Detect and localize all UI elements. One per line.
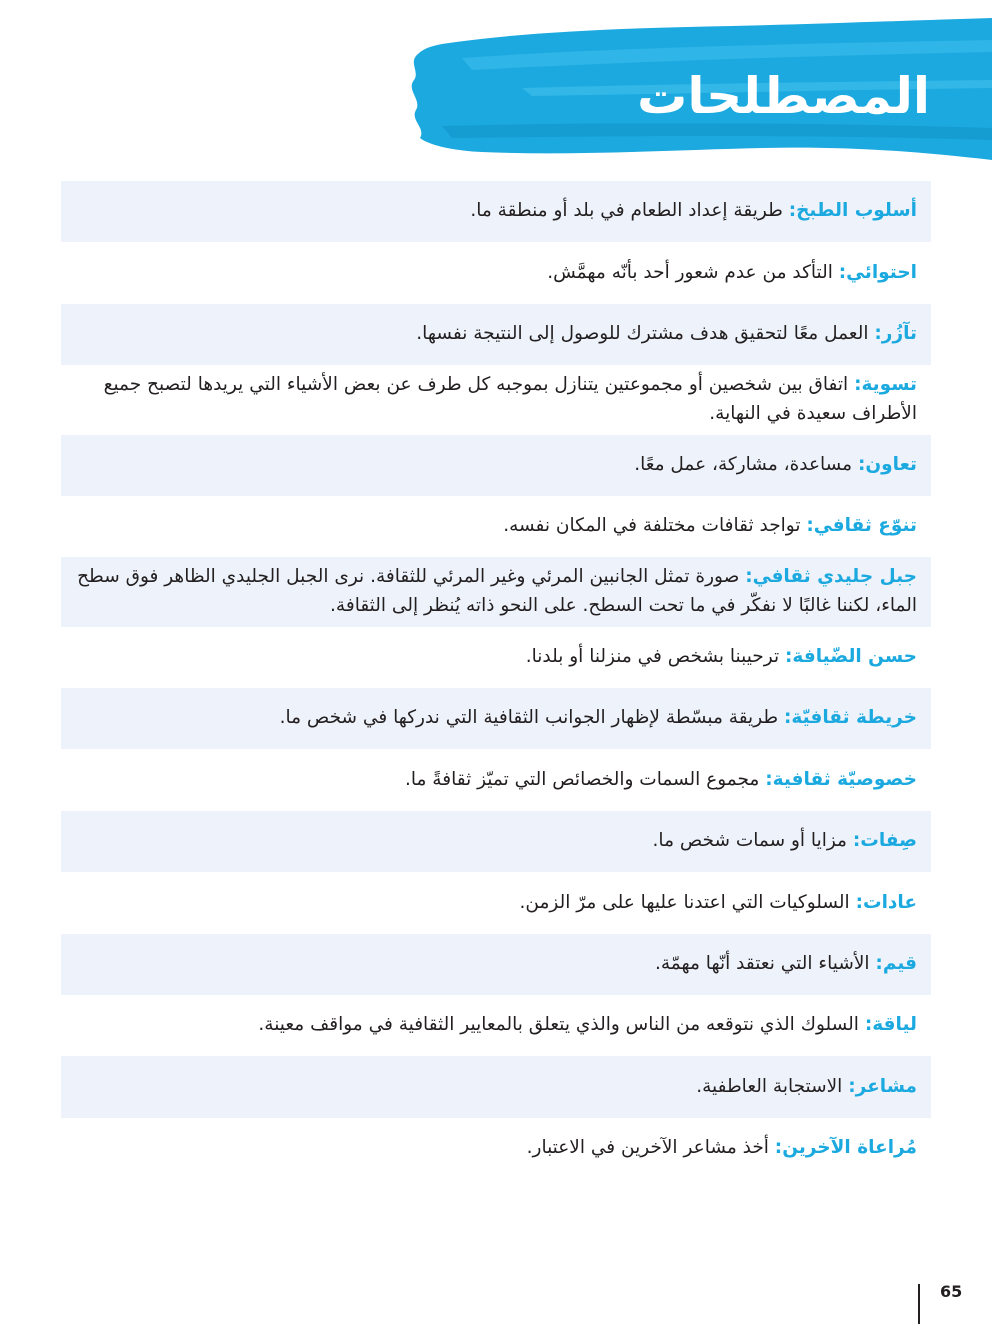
page-number: 65 [940, 1282, 963, 1301]
glossary-definition: العمل معًا لتحقيق هدف مشترك للوصول إلى النتيجة نفسها. [416, 323, 869, 345]
glossary-definition: الأشياء التي نعتقد أنّها مهمّة. [655, 952, 870, 974]
glossary-entry [61, 242, 931, 303]
glossary-term: مُراعاة الآخرين: [774, 1137, 917, 1159]
glossary-definition: الاستجابة العاطفية. [696, 1075, 843, 1097]
glossary-definition: مجموع السمات والخصائص التي تميّز ثقافةً ما. [405, 768, 760, 790]
glossary-definition: اتفاق بين شخصين أو مجموعتين يتنازل بموجبه كل طرف عن بعض الأشياء التي يريدها لتصبح جميع الأطراف سعيدة في النهاية. [103, 374, 917, 424]
glossary-term: صِفات: [852, 830, 917, 852]
glossary-definition: طريقة مبسّطة لإظهار الجوانب الثقافية التي ندركها في شخص ما. [279, 707, 779, 729]
glossary-definition: السلوك الذي نتوقعه من الناس والذي يتعلق بالمعايير الثقافية في مواقف معينة. [258, 1014, 859, 1036]
title-banner [402, 18, 992, 160]
glossary-entry [61, 934, 931, 995]
glossary-term: جبل جليدي ثقافي: [745, 566, 917, 588]
glossary-entry [61, 995, 931, 1056]
glossary-term: تنوّع ثقافي: [806, 515, 917, 537]
glossary-entry [61, 811, 931, 872]
glossary-entry [61, 181, 931, 242]
glossary-definition: أخذ مشاعر الآخرين في الاعتبار. [526, 1137, 769, 1159]
glossary-entry [61, 872, 931, 933]
glossary-term: احتوائي: [838, 261, 917, 283]
glossary-term: تعاون: [857, 453, 917, 475]
glossary-term: أسلوب الطبخ: [788, 200, 917, 222]
glossary-definition: مساعدة، مشاركة، عمل معًا. [634, 453, 853, 475]
glossary-entry [61, 749, 931, 810]
glossary-list [61, 181, 931, 1179]
glossary-entry [61, 557, 931, 626]
glossary-definition: ترحيبنا بشخص في منزلنا أو بلدنا. [525, 646, 780, 667]
glossary-term: تآزُر: [874, 323, 917, 345]
page-number-divider [918, 1284, 920, 1324]
glossary-term: عادات: [855, 891, 917, 913]
glossary-term: خريطة ثقافيّة: [784, 707, 917, 729]
glossary-term: قيم: [875, 952, 917, 974]
glossary-term: لياقة: [864, 1014, 917, 1036]
glossary-entry [61, 435, 931, 496]
glossary-entry [61, 1056, 931, 1117]
glossary-definition: تواجد ثقافات مختلفة في المكان نفسه. [503, 515, 801, 537]
page-title: المصطلحات [637, 67, 930, 125]
glossary-term: حسن الضّيافة: [785, 646, 917, 667]
glossary-term: مشاعر: [848, 1075, 917, 1097]
glossary-definition: مزايا أو سمات شخص ما. [652, 830, 847, 852]
glossary-entry [61, 627, 931, 688]
glossary-entry [61, 496, 931, 557]
glossary-entry [61, 365, 931, 434]
glossary-entry [61, 1118, 931, 1179]
glossary-entry [61, 688, 931, 749]
glossary-term: تسوية: [854, 374, 917, 396]
glossary-entry [61, 304, 931, 365]
glossary-definition: صورة تمثل الجانبين المرئي وغير المرئي للثقافة. نرى الجبل الجليدي الظاهر فوق سطح الماء، لكننا غالبًا لا نفكّر في ما تحت السطح. على النحو ذاته يُنظر إلى الثقافة. [77, 566, 917, 616]
glossary-definition: طريقة إعداد الطعام في بلد أو منطقة ما. [470, 200, 783, 222]
glossary-definition: التأكد من عدم شعور أحد بأنّه مهمَّش. [547, 261, 833, 283]
glossary-term: خصوصيّة ثقافية: [765, 768, 917, 790]
glossary-definition: السلوكيات التي اعتدنا عليها على مرّ الزمن. [519, 891, 850, 913]
